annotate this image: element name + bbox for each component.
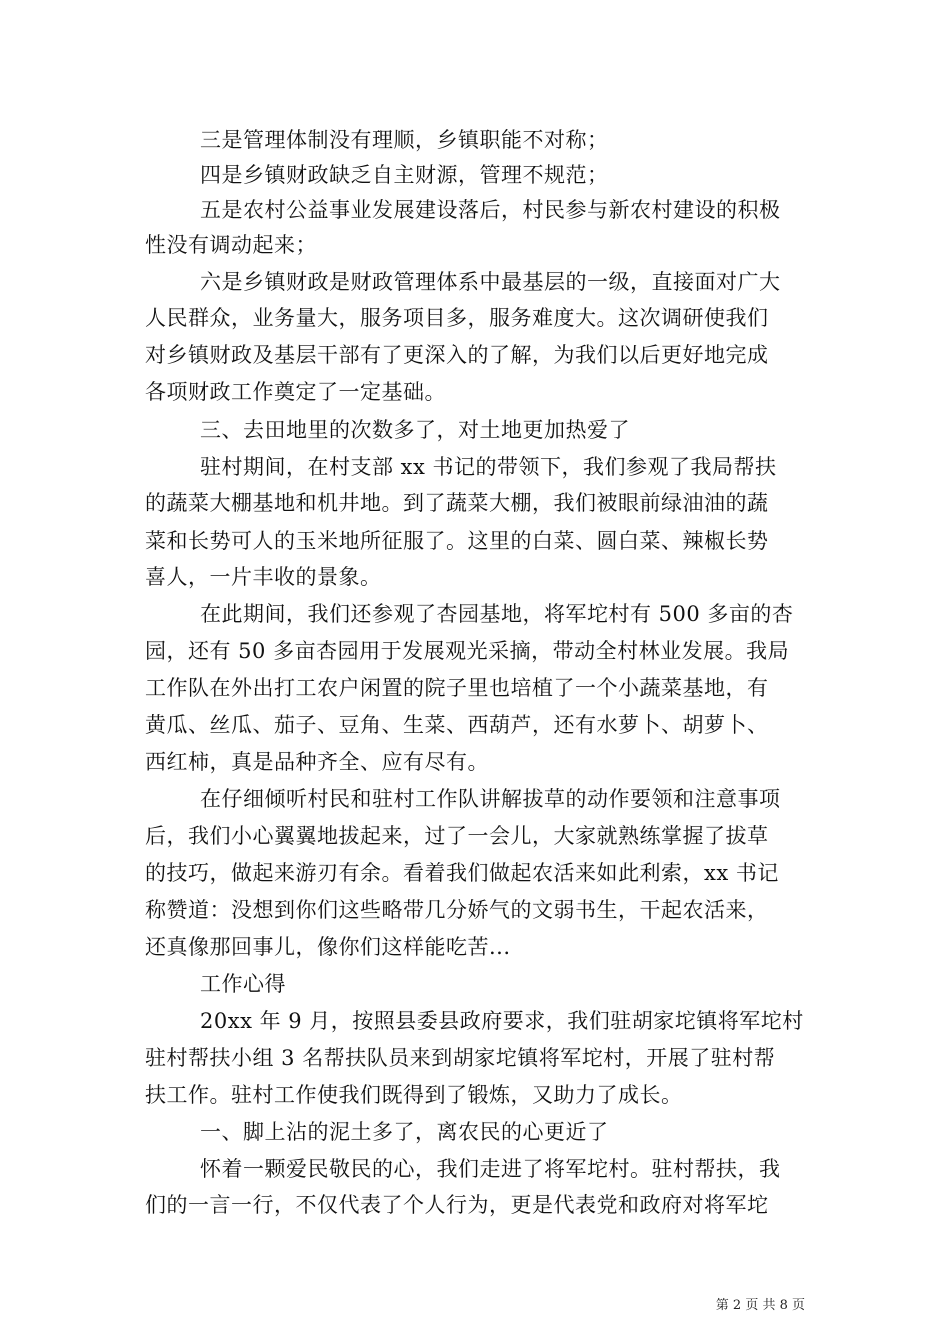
text-line: 们的一言一行，不仅代表了个人行为，更是代表党和政府对将军坨 bbox=[145, 1193, 769, 1217]
text-line: 的蔬菜大棚基地和机井地。到了蔬菜大棚，我们被眼前绿油油的蔬 bbox=[145, 491, 769, 515]
text-line: 各项财政工作奠定了一定基础。 bbox=[145, 380, 446, 404]
text-line: 怀着一颗爱民敬民的心，我们走进了将军坨村。驻村帮扶，我 bbox=[200, 1157, 781, 1181]
text-line: 黄瓜、丝瓜、茄子、豆角、生菜、西葫芦，还有水萝卜、胡萝卜、 bbox=[145, 713, 769, 737]
page-number: 第 2 页 共 8 页 bbox=[715, 1298, 805, 1313]
text-line: 20xx 年 9 月，按照县委县政府要求，我们驻胡家坨镇将军坨村 bbox=[200, 1009, 804, 1033]
text-line: 称赞道：没想到你们这些略带几分娇气的文弱书生，干起农活来， bbox=[145, 898, 769, 922]
text-line: 驻村期间，在村支部 xx 书记的带领下，我们参观了我局帮扶 bbox=[200, 455, 777, 479]
text-line: 六是乡镇财政是财政管理体系中最基层的一级，直接面对广大 bbox=[200, 270, 781, 294]
text-line: 喜人，一片丰收的景象。 bbox=[145, 565, 382, 589]
text-line: 四是乡镇财政缺乏自主财源，管理不规范； bbox=[200, 163, 609, 187]
section-heading: 一、脚上沾的泥土多了，离农民的心更近了 bbox=[200, 1120, 609, 1144]
text-line: 三是管理体制没有理顺，乡镇职能不对称； bbox=[200, 128, 609, 152]
text-line: 西红柿，真是品种齐全、应有尽有。 bbox=[145, 750, 489, 774]
text-line: 在仔细倾听村民和驻村工作队讲解拔草的动作要领和注意事项 bbox=[200, 787, 781, 811]
text-line: 工作队在外出打工农户闲置的院子里也培植了一个小蔬菜基地，有 bbox=[145, 676, 769, 700]
text-line: 对乡镇财政及基层干部有了更深入的了解，为我们以后更好地完成 bbox=[145, 343, 769, 367]
text-line: 菜和长势可人的玉米地所征服了。这里的白菜、圆白菜、辣椒长势 bbox=[145, 529, 769, 553]
text-line: 还真像那回事儿，像你们这样能吃苦... bbox=[145, 935, 511, 959]
text-line: 驻村帮扶小组 3 名帮扶队员来到胡家坨镇将军坨村，开展了驻村帮 bbox=[145, 1046, 776, 1070]
text-line: 人民群众，业务量大，服务项目多，服务难度大。这次调研使我们 bbox=[145, 306, 769, 330]
text-line: 在此期间，我们还参观了杏园基地，将军坨村有 500 多亩的杏 bbox=[200, 602, 794, 626]
text-line: 性没有调动起来； bbox=[145, 233, 317, 257]
text-line: 的技巧，做起来游刃有余。看着我们做起农活来如此利索，xx 书记 bbox=[145, 861, 779, 885]
text-line: 扶工作。驻村工作使我们既得到了锻炼，又助力了成长。 bbox=[145, 1083, 683, 1107]
text-line: 后，我们小心翼翼地拔起来，过了一会儿，大家就熟练掌握了拔草 bbox=[145, 824, 769, 848]
section-heading: 三、去田地里的次数多了，对土地更加热爱了 bbox=[200, 418, 630, 442]
text-line: 五是农村公益事业发展建设落后，村民参与新农村建设的积极 bbox=[200, 198, 781, 222]
section-heading: 工作心得 bbox=[200, 972, 286, 996]
text-line: 园，还有 50 多亩杏园用于发展观光采摘，带动全村林业发展。我局 bbox=[145, 639, 790, 663]
